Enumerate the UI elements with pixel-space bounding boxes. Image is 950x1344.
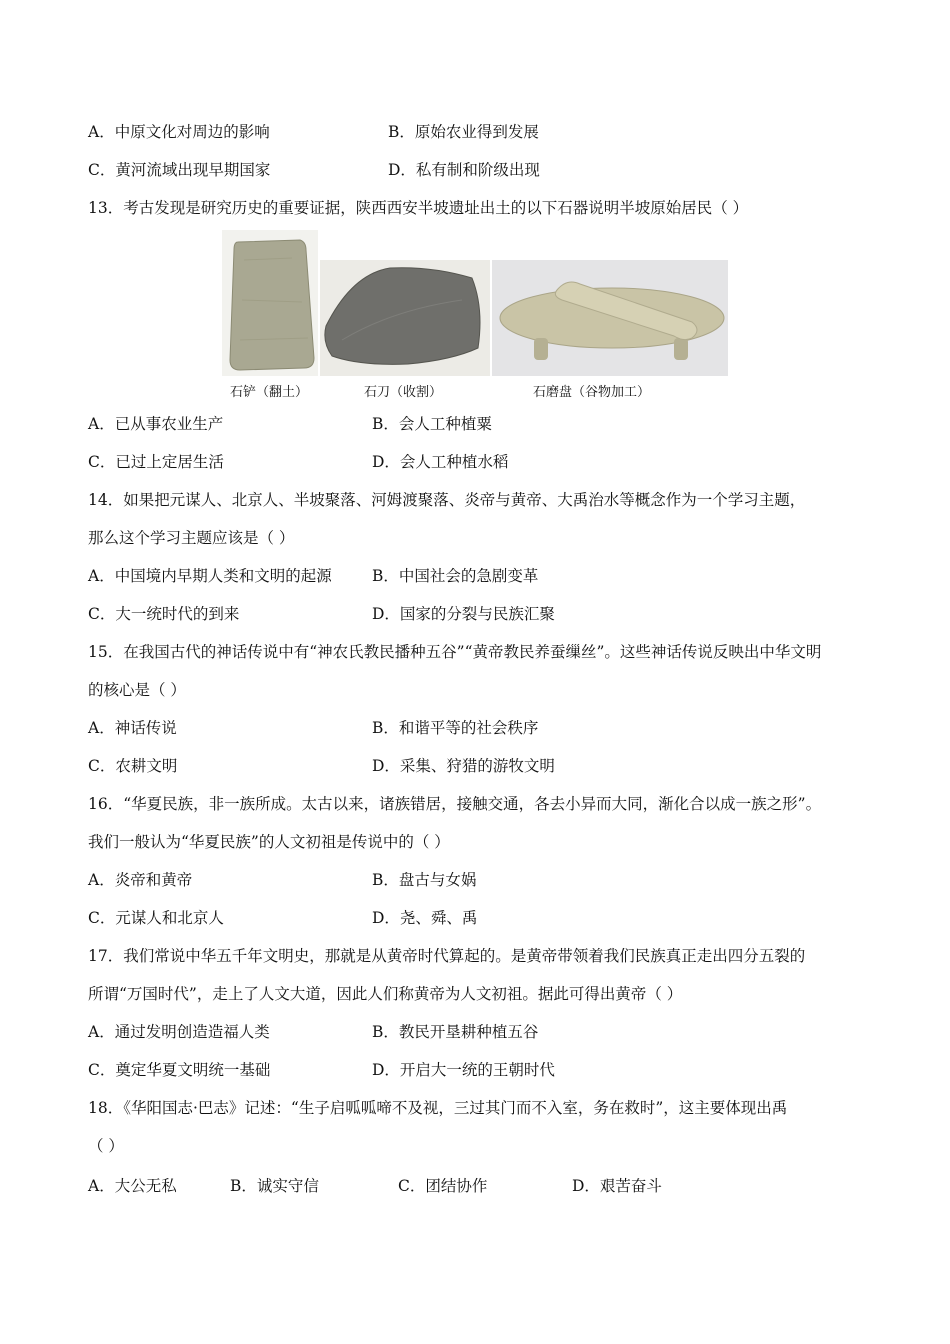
q14-option-a[interactable]: A．中国境内早期人类和文明的起源 — [88, 567, 332, 585]
q17-option-d[interactable]: D．开启大一统的王朝时代 — [372, 1061, 555, 1079]
q16-stem-line1: 16．“华夏民族，非一族所成。太古以来，诸族错居，接触交通，各去小异而大同，渐化合以成一族之形”。 — [88, 795, 822, 813]
q16-option-a[interactable]: A．炎帝和黄帝 — [88, 871, 193, 889]
caption-grinder: 石磨盘（谷物加工） — [533, 385, 651, 400]
q15-option-c[interactable]: C．农耕文明 — [88, 757, 178, 775]
q13-option-d[interactable]: D．会人工种植水稻 — [372, 453, 509, 471]
q15-stem-line1: 15．在我国古代的神话传说中有“神农氏教民播种五谷”“黄帝教民养蚕缫丝”。这些神话传说反映出中华文明 — [88, 643, 822, 661]
q13-option-a[interactable]: A．已从事农业生产 — [88, 415, 224, 433]
stone-tools-figure — [222, 230, 728, 378]
caption-shovel: 石铲（翻土） — [230, 385, 309, 400]
q17-option-c[interactable]: C．奠定华夏文明统一基础 — [88, 1061, 271, 1079]
q14-option-d[interactable]: D．国家的分裂与民族汇聚 — [372, 605, 555, 623]
q16-option-d[interactable]: D．尧、舜、禹 — [372, 909, 478, 927]
q13-stem: 13．考古发现是研究历史的重要证据，陕西西安半坡遗址出土的以下石器说明半坡原始居民（ ） — [88, 199, 749, 217]
q13-option-b[interactable]: B．会人工种植粟 — [372, 415, 492, 433]
q17-option-a[interactable]: A．通过发明创造造福人类 — [88, 1023, 270, 1041]
q14-option-c[interactable]: C．大一统时代的到来 — [88, 605, 240, 623]
q17-stem-line1: 17．我们常说中华五千年文明史，那就是从黄帝时代算起的。是黄帝带领着我们民族真正走出四分五裂的 — [88, 947, 806, 965]
q14-option-b[interactable]: B．中国社会的急剧变革 — [372, 567, 539, 585]
stone-shovel-icon — [230, 240, 314, 370]
q12-option-c[interactable]: C．黄河流域出现早期国家 — [88, 161, 271, 179]
q18-option-c[interactable]: C．团结协作 — [398, 1177, 488, 1195]
q15-stem-line2: 的核心是（ ） — [88, 681, 186, 699]
q16-option-c[interactable]: C．元谋人和北京人 — [88, 909, 224, 927]
q12-option-d[interactable]: D．私有制和阶级出现 — [388, 161, 540, 179]
q18-option-b[interactable]: B．诚实守信 — [230, 1177, 319, 1195]
q17-stem-line2: 所谓“万国时代”，走上了人文大道，因此人们称黄帝为人文初祖。据此可得出黄帝（ ） — [88, 985, 683, 1003]
q18-option-a[interactable]: A．大公无私 — [88, 1177, 177, 1195]
q15-option-b[interactable]: B．和谐平等的社会秩序 — [372, 719, 539, 737]
stone-tools-image — [222, 230, 728, 378]
q16-option-b[interactable]: B．盘古与女娲 — [372, 871, 477, 889]
q16-stem-line2: 我们一般认为“华夏民族”的人文初祖是传说中的（ ） — [88, 833, 450, 851]
q14-stem-line1: 14．如果把元谋人、北京人、半坡聚落、河姆渡聚落、炎帝与黄帝、大禹治水等概念作为一个学习主题， — [88, 491, 806, 509]
q12-option-a[interactable]: A．中原文化对周边的影响 — [88, 123, 270, 141]
caption-knife: 石刀（收割） — [364, 385, 443, 400]
q17-option-b[interactable]: B．教民开垦耕种植五谷 — [372, 1023, 539, 1041]
q12-option-b[interactable]: B．原始农业得到发展 — [388, 123, 539, 141]
q18-option-d[interactable]: D．艰苦奋斗 — [572, 1177, 662, 1195]
q15-option-d[interactable]: D．采集、狩猎的游牧文明 — [372, 757, 555, 775]
q13-option-c[interactable]: C．已过上定居生活 — [88, 453, 224, 471]
q15-option-a[interactable]: A．神话传说 — [88, 719, 177, 737]
q18-stem-line1: 18．《华阳国志·巴志》记述：“生子启呱呱啼不及视，三过其门而不入室，务在救时”，这主要体现出禹 — [88, 1099, 788, 1117]
q18-stem-line2: （ ） — [88, 1137, 124, 1155]
q14-stem-line2: 那么这个学习主题应该是（ ） — [88, 529, 295, 547]
